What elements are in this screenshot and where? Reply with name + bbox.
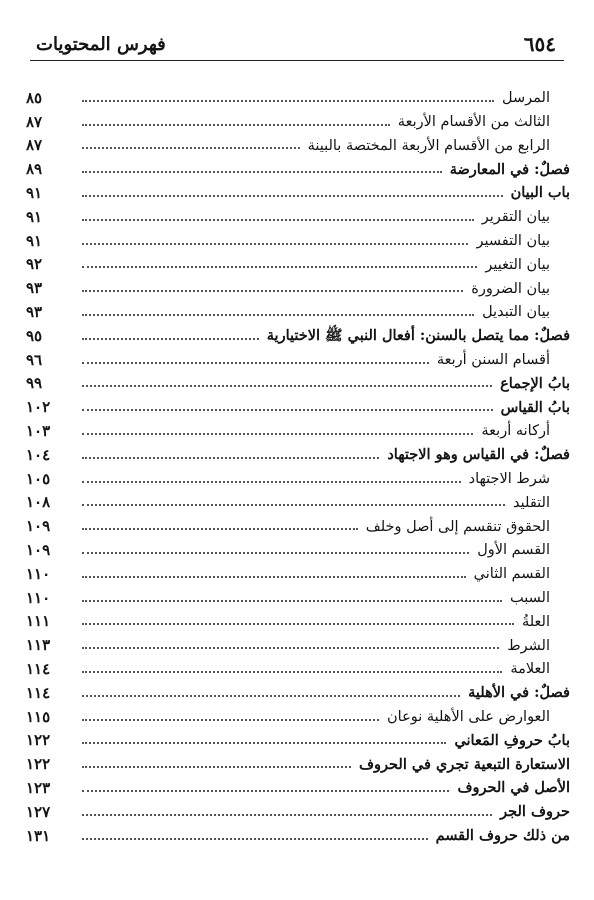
dot-leader xyxy=(82,552,469,554)
toc-entry-title: الثالث من الأقسام الأربعة xyxy=(397,114,550,131)
toc-entry-title: بيان الضرورة xyxy=(471,280,550,297)
toc-entry xyxy=(26,106,570,130)
toc-entry-title: بيان التبديل xyxy=(482,304,550,321)
dot-leader xyxy=(82,623,514,625)
toc-entry xyxy=(26,510,570,534)
dot-leader xyxy=(82,124,390,126)
toc-entry-title: أقسام السنن أربعة xyxy=(436,352,550,369)
dot-leader xyxy=(82,243,468,245)
toc-entry xyxy=(26,272,570,296)
toc-entry-title: الحقوق تنقسم إلى أصل وخلف xyxy=(365,518,550,535)
toc-entry xyxy=(26,487,570,511)
toc-entry xyxy=(26,772,570,796)
toc-entry-title: العلةُ xyxy=(521,613,550,630)
dot-leader xyxy=(82,290,463,292)
toc-entry-title: فصلٌ: مما يتصل بالسنن: أفعال النبي ﷺ الاختيارية xyxy=(266,327,570,345)
dot-leader xyxy=(82,790,449,792)
toc-entry-title: بيان التقرير xyxy=(481,209,550,226)
toc-entry-page: ١٢٧ xyxy=(26,802,51,821)
toc-entry-page: ٨٩ xyxy=(26,160,43,179)
toc-entry xyxy=(26,82,570,106)
toc-entry-title: فصلٌ: في المعارضة xyxy=(449,160,570,178)
dot-leader xyxy=(82,266,477,268)
toc-entry xyxy=(26,439,570,463)
toc-entry-page: ١٠٢ xyxy=(26,398,51,417)
toc-entry-title: الاستعارة التبعية تجري في الحروف xyxy=(359,755,570,773)
toc-entry xyxy=(26,391,570,415)
page-header xyxy=(30,30,564,61)
toc-entry-title: العلامة xyxy=(510,661,550,678)
toc-entry-title: بيان التفسير xyxy=(476,233,550,250)
toc-entry-title: من ذلك حروف القسم xyxy=(435,827,570,844)
toc-entry-title: شرط الاجتهاد xyxy=(468,471,550,488)
toc-entry xyxy=(26,820,570,844)
toc-entry-page: ١١١ xyxy=(26,612,51,631)
toc-entry-page: ١١٤ xyxy=(26,683,51,702)
toc-entry-title: السبب xyxy=(510,590,550,607)
toc-entry-title: الشرط xyxy=(507,637,550,654)
dot-leader xyxy=(82,362,429,364)
toc-entry xyxy=(26,296,570,320)
dot-leader xyxy=(82,528,358,530)
table-of-contents xyxy=(26,82,570,844)
toc-entry xyxy=(26,368,570,392)
dot-leader xyxy=(82,195,503,197)
toc-entry-title: فصلٌ: في القياس وهو الاجتهاد xyxy=(387,446,570,464)
toc-entry xyxy=(26,629,570,653)
toc-entry xyxy=(26,415,570,439)
toc-entry xyxy=(26,606,570,630)
toc-entry xyxy=(26,249,570,273)
toc-entry-page: ١٠٩ xyxy=(26,540,51,559)
toc-entry-page: ١١٥ xyxy=(26,707,51,726)
toc-entry-page: ١٣١ xyxy=(26,826,51,845)
toc-entry-title: العوارض على الأهلية نوعان xyxy=(387,709,550,726)
toc-entry-title: بابُ القياس xyxy=(500,398,570,416)
toc-entry-title: فصلٌ: في الأهلية xyxy=(468,684,570,702)
dot-leader xyxy=(82,600,502,602)
dot-leader xyxy=(82,481,461,483)
dot-leader xyxy=(82,171,442,173)
dot-leader xyxy=(82,695,460,697)
dot-leader xyxy=(82,504,505,506)
toc-entry xyxy=(26,725,570,749)
toc-entry-page: ١٠٤ xyxy=(26,445,51,464)
toc-entry xyxy=(26,201,570,225)
page-number: ٦٥٤ xyxy=(523,32,556,56)
toc-entry-page: ٩٢ xyxy=(26,255,43,274)
toc-entry-page: ٨٥ xyxy=(26,88,43,107)
dot-leader xyxy=(82,719,379,721)
dot-leader xyxy=(82,576,466,578)
toc-entry-title: باب البيان xyxy=(510,184,570,202)
page-title: فهرس المحتويات xyxy=(36,34,166,55)
toc-entry xyxy=(26,320,570,344)
toc-entry xyxy=(26,582,570,606)
toc-entry xyxy=(26,344,570,368)
dot-leader xyxy=(82,219,474,221)
toc-entry-page: ٩٦ xyxy=(26,350,43,369)
toc-entry-title: الأصل في الحروف xyxy=(457,779,570,797)
toc-entry-title: بابُ حروفِ المَعاني xyxy=(454,731,570,749)
toc-entry-title: بيان التغيير xyxy=(485,256,550,273)
toc-entry-title: أركانه أربعة xyxy=(481,423,550,440)
toc-entry xyxy=(26,534,570,558)
toc-entry-page: ١٢٣ xyxy=(26,778,51,797)
toc-entry-title: التقليد xyxy=(513,494,550,511)
toc-entry-page: ١٠٥ xyxy=(26,469,51,488)
toc-entry xyxy=(26,225,570,249)
dot-leader xyxy=(82,385,492,387)
toc-entry-page: ٨٧ xyxy=(26,136,43,155)
dot-leader xyxy=(82,338,259,340)
dot-leader xyxy=(82,457,379,459)
dot-leader xyxy=(82,147,300,149)
toc-entry xyxy=(26,558,570,582)
toc-entry-title: الرابع من الأقسام الأربعة المختصة بالبينة xyxy=(307,137,550,154)
toc-entry-page: ١٠٩ xyxy=(26,517,51,536)
toc-entry-page: ١٠٣ xyxy=(26,421,51,440)
toc-entry-page: ١١٠ xyxy=(26,588,51,607)
dot-leader xyxy=(82,814,492,816)
toc-entry xyxy=(26,153,570,177)
toc-entry xyxy=(26,701,570,725)
toc-entry-page: ٨٧ xyxy=(26,112,43,131)
dot-leader xyxy=(82,742,446,744)
toc-entry-page: ٩٥ xyxy=(26,326,43,345)
toc-entry-page: ١٢٢ xyxy=(26,731,51,750)
toc-entry-title: القسم الثاني xyxy=(473,566,550,583)
toc-entry xyxy=(26,748,570,772)
toc-entry-page: ١١٣ xyxy=(26,636,51,655)
toc-entry-page: ٩٩ xyxy=(26,374,43,393)
toc-entry-page: ١٢٢ xyxy=(26,755,51,774)
toc-entry xyxy=(26,677,570,701)
toc-entry-title: حروف الجر xyxy=(500,803,570,821)
toc-entry-page: ٩٣ xyxy=(26,302,43,321)
toc-entry-page: ١٠٨ xyxy=(26,493,51,512)
toc-entry xyxy=(26,653,570,677)
dot-leader xyxy=(82,647,499,649)
dot-leader xyxy=(82,409,493,411)
toc-entry xyxy=(26,796,570,820)
toc-entry-page: ٩١ xyxy=(26,231,43,250)
toc-entry-title: المرسل xyxy=(502,90,550,107)
toc-entry-title: القسم الأول xyxy=(477,542,550,559)
dot-leader xyxy=(82,314,474,316)
dot-leader xyxy=(82,671,502,673)
dot-leader xyxy=(82,433,473,435)
dot-leader xyxy=(82,838,428,840)
toc-entry-page: ٩١ xyxy=(26,183,43,202)
toc-entry xyxy=(26,130,570,154)
toc-entry-page: ١١٠ xyxy=(26,564,51,583)
dot-leader xyxy=(82,766,351,768)
toc-entry xyxy=(26,463,570,487)
toc-entry-page: ٩٣ xyxy=(26,279,43,298)
toc-entry-page: ٩١ xyxy=(26,207,43,226)
toc-entry-title: بابُ الإجماع xyxy=(500,374,570,392)
toc-entry-page: ١١٤ xyxy=(26,659,51,678)
toc-entry xyxy=(26,177,570,201)
dot-leader xyxy=(82,100,494,102)
